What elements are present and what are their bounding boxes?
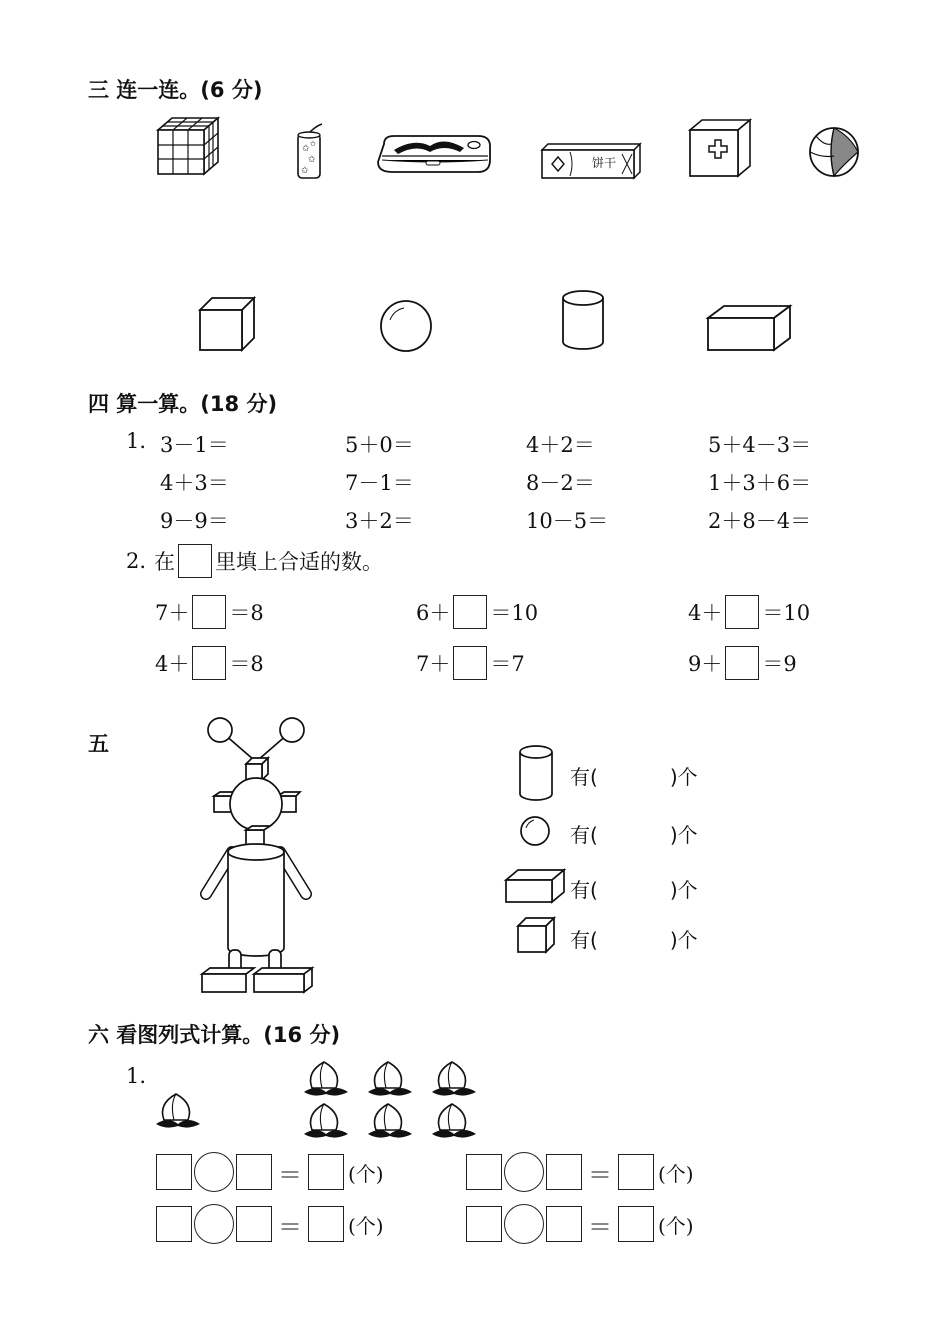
count-unit: )个 [669, 928, 698, 952]
peach-icon [430, 1100, 480, 1142]
equation-frame [156, 1152, 384, 1192]
equation-right: ＝7 [490, 652, 525, 676]
count-label: 有( [570, 878, 598, 902]
peach-icon [302, 1058, 352, 1100]
peach-icon [430, 1058, 480, 1100]
equation-left: 9＋ [688, 652, 723, 676]
answer-box[interactable] [453, 646, 487, 680]
unit-label: (个) [658, 1213, 694, 1238]
result-box[interactable] [308, 1206, 344, 1242]
robot-figure-illustration [196, 712, 316, 998]
count-row-cylinder [570, 761, 698, 790]
operator-circle[interactable] [194, 1152, 234, 1192]
cylinder-icon [516, 744, 556, 802]
fill-equation [155, 646, 264, 680]
equation-right: ＝9 [762, 652, 797, 676]
unit-label: (个) [658, 1161, 694, 1186]
equals-sign: ＝ [278, 1212, 302, 1241]
fill-equation [155, 595, 264, 629]
equation-left: 7＋ [416, 652, 451, 676]
operator-circle[interactable] [504, 1204, 544, 1244]
sphere-shape-icon [378, 298, 434, 354]
answer-box[interactable] [453, 595, 487, 629]
equation: 4＋2＝ [526, 433, 595, 457]
equation: 8－2＝ [526, 471, 595, 495]
fill-equation [416, 646, 525, 680]
ball-icon [808, 126, 860, 178]
count-row-cuboid [570, 874, 698, 903]
sphere-icon [518, 814, 552, 848]
operator-circle[interactable] [194, 1204, 234, 1244]
count-label: 有( [570, 765, 598, 789]
equals-sign: ＝ [588, 1160, 612, 1189]
equation-left: 4＋ [155, 652, 190, 676]
unit-label: (个) [348, 1161, 384, 1186]
svg-text:✩: ✩ [310, 140, 316, 148]
equation-left: 6＋ [416, 601, 451, 625]
fill-equation [688, 646, 797, 680]
equation: 3＋2＝ [345, 509, 414, 533]
part-2-instruction [126, 544, 383, 578]
svg-text:✩: ✩ [308, 155, 316, 165]
peach-icon [366, 1058, 416, 1100]
fill-equation [416, 595, 538, 629]
equation: 2＋8－4＝ [708, 509, 812, 533]
equation: 9－9＝ [160, 509, 229, 533]
cube-icon [516, 916, 556, 954]
instruction-text-before: 在 [154, 550, 176, 574]
section-5-title: 五 [88, 732, 109, 756]
svg-text:✩: ✩ [302, 144, 310, 154]
peach-icon [366, 1100, 416, 1142]
biscuit-box-label: 饼干 [592, 156, 617, 170]
answer-box[interactable] [192, 646, 226, 680]
result-box[interactable] [618, 1206, 654, 1242]
answer-box[interactable] [725, 646, 759, 680]
svg-text:✩: ✩ [301, 166, 309, 176]
equation: 10－5＝ [526, 509, 609, 533]
pencil-box-icon [374, 130, 496, 180]
number-box[interactable] [466, 1154, 502, 1190]
equation-frame [156, 1204, 384, 1244]
first-aid-box-icon [688, 118, 752, 180]
problem-1-label: 1. [126, 1064, 147, 1088]
cylinder-shape-icon [558, 288, 608, 352]
count-row-cube [570, 924, 698, 953]
equation-left: 7＋ [155, 601, 190, 625]
number-box[interactable] [156, 1154, 192, 1190]
answer-box[interactable] [192, 595, 226, 629]
peach-icon [302, 1100, 352, 1142]
count-label: 有( [570, 928, 598, 952]
cuboid-shape-icon [706, 304, 792, 352]
rubiks-cube-icon [156, 116, 220, 178]
unit-label: (个) [348, 1213, 384, 1238]
equation: 4＋3＝ [160, 471, 229, 495]
equation: 5＋4－3＝ [708, 433, 812, 457]
equation-right: ＝10 [490, 601, 539, 625]
number-box[interactable] [546, 1206, 582, 1242]
equation: 5＋0＝ [345, 433, 414, 457]
count-label: 有( [570, 823, 598, 847]
equation-frame [466, 1152, 694, 1192]
equals-sign: ＝ [588, 1212, 612, 1241]
part-1-label: 1. [126, 429, 147, 453]
count-unit: )个 [669, 823, 698, 847]
instruction-text-after: 里填上合适的数。 [215, 550, 384, 574]
section-4-title: 四 算一算。(18 分) [88, 392, 278, 416]
count-unit: )个 [669, 878, 698, 902]
equals-sign: ＝ [278, 1160, 302, 1189]
count-row-sphere [570, 819, 698, 848]
cuboid-icon [504, 868, 566, 904]
fill-equation [688, 595, 810, 629]
number-box[interactable] [466, 1206, 502, 1242]
count-unit: )个 [669, 765, 698, 789]
equation-right: ＝8 [229, 652, 264, 676]
equation-right: ＝8 [229, 601, 264, 625]
result-box[interactable] [308, 1154, 344, 1190]
number-box[interactable] [546, 1154, 582, 1190]
result-box[interactable] [618, 1154, 654, 1190]
answer-box[interactable] [725, 595, 759, 629]
equation: 7－1＝ [345, 471, 414, 495]
number-box[interactable] [236, 1154, 272, 1190]
section-6-title: 六 看图列式计算。(16 分) [88, 1023, 341, 1047]
equation-left: 4＋ [688, 601, 723, 625]
number-box[interactable] [156, 1206, 192, 1242]
number-box[interactable] [236, 1206, 272, 1242]
section-3-title: 三 连一连。(6 分) [88, 78, 263, 102]
example-answer-box [178, 544, 212, 578]
peach-icon [154, 1090, 204, 1132]
firecracker-icon [292, 122, 332, 180]
equation-right: ＝10 [762, 601, 811, 625]
equation: 1＋3＋6＝ [708, 471, 812, 495]
part-2-label: 2. [126, 549, 147, 573]
cube-shape-icon [198, 296, 256, 352]
operator-circle[interactable] [504, 1152, 544, 1192]
biscuit-box-icon [540, 142, 642, 180]
equation-frame [466, 1204, 694, 1244]
equation: 3－1＝ [160, 433, 229, 457]
